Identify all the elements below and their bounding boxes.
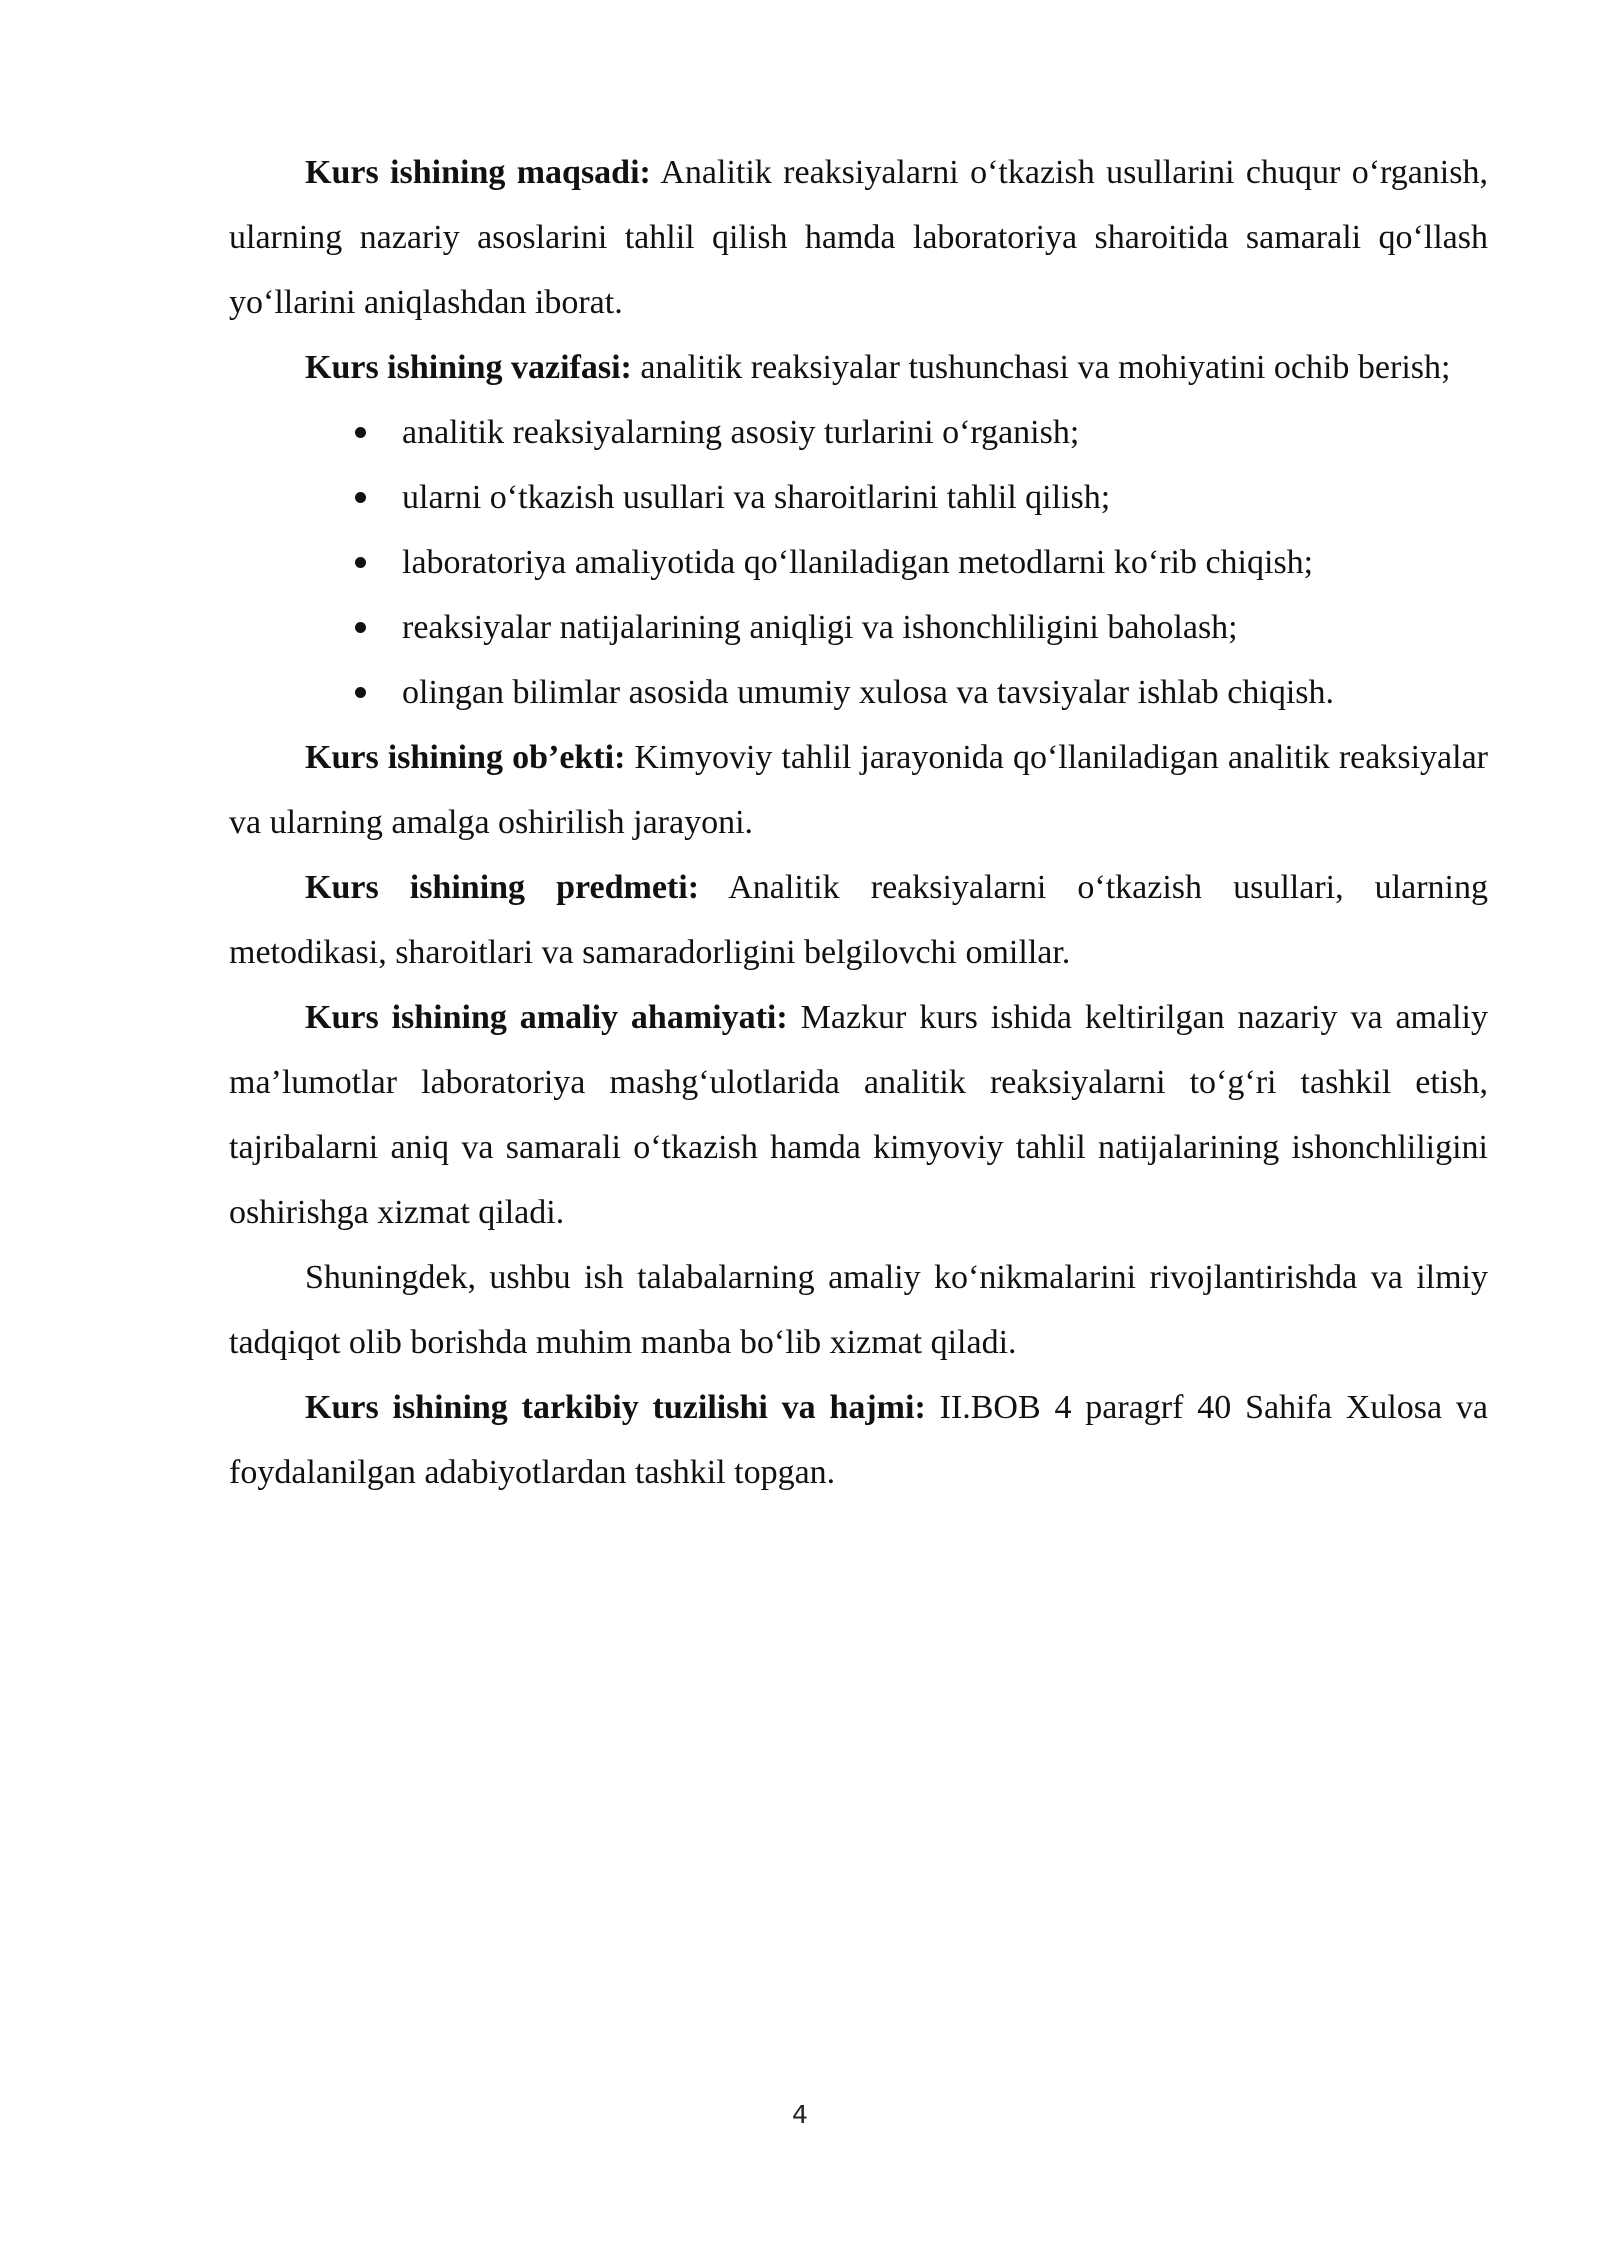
list-item-text: reaksiyalar natijalarining aniqligi va ishonchliligini baholash; xyxy=(402,609,1238,646)
bullet-icon xyxy=(355,687,366,698)
paragraph-obekti xyxy=(229,725,1488,855)
list-item-text: laboratoriya amaliyotida qoʻllaniladigan metodlarni koʻrib chiqish; xyxy=(402,544,1314,581)
list-item xyxy=(229,400,1488,465)
text-vazifasi: analitik reaksiyalar tushunchasi va mohiyatini ochib berish; xyxy=(631,349,1451,386)
label-amaliy-ahamiyati: Kurs ishining amaliy ahamiyati: xyxy=(305,999,788,1036)
page-content xyxy=(229,140,1488,1505)
bullet-icon xyxy=(355,492,366,503)
bullet-icon xyxy=(355,622,366,633)
text-predmeti: Analitik reaksiyalarni oʻtkazish usullari, ularning metodikasi, sharoitlari va samaradorligini belgilovchi omillar. xyxy=(229,869,1488,971)
list-item xyxy=(229,530,1488,595)
text-obekti: Kimyoviy tahlil jarayonida qoʻllaniladigan analitik reaksiyalar va ularning amalga oshirilish jarayoni. xyxy=(229,739,1488,841)
label-tarkibiy-tuzilishi: Kurs ishining tarkibiy tuzilishi va hajmi: xyxy=(305,1389,926,1426)
list-item-text: olingan bilimlar asosida umumiy xulosa va tavsiyalar ishlab chiqish. xyxy=(402,674,1335,711)
label-predmeti: Kurs ishining predmeti: xyxy=(305,869,700,906)
label-maqsadi: Kurs ishining maqsadi: xyxy=(305,154,651,191)
text-amaliy-ahamiyati: Mazkur kurs ishida keltirilgan nazariy va amaliy ma’lumotlar laboratoriya mashgʻulotlarida analitik reaksiyalarni toʻgʻri tashkil etish, tajribalarni aniq va samarali oʻtkazish hamda kimyoviy tahlil natijalarining ishonchliligini oshirishga xizmat qiladi. xyxy=(229,999,1488,1231)
list-item xyxy=(229,660,1488,725)
paragraph-amaliy-ahamiyati xyxy=(229,985,1488,1245)
vazifa-list xyxy=(229,400,1488,725)
page-number: 4 xyxy=(792,2100,808,2129)
paragraph-maqsadi xyxy=(229,140,1488,335)
paragraph-vazifasi xyxy=(229,335,1488,400)
list-item-text: analitik reaksiyalarning asosiy turlarini oʻrganish; xyxy=(402,414,1080,451)
label-obekti: Kurs ishining ob’ekti: xyxy=(305,739,626,776)
text-maqsadi: Analitik reaksiyalarni oʻtkazish usullarini chuqur oʻrganish, ularning nazariy asoslarini tahlil qilish hamda laboratoriya sharoitida samarali qoʻllash yoʻllarini aniqlashdan iborat. xyxy=(229,154,1488,321)
paragraph-shuningdek xyxy=(229,1245,1488,1375)
text-shuningdek: Shuningdek, ushbu ish talabalarning amaliy koʻnikmalarini rivojlantirishda va ilmiy tadqiqot olib borishda muhim manba boʻlib xizmat qiladi. xyxy=(229,1259,1488,1361)
text-tarkibiy-tuzilishi: II.BOB 4 paragrf 40 Sahifa Xulosa va foydalanilgan adabiyotlardan tashkil topgan. xyxy=(229,1389,1488,1491)
paragraph-tarkibiy-tuzilishi xyxy=(229,1375,1488,1505)
bullet-icon xyxy=(355,427,366,438)
list-item xyxy=(229,465,1488,530)
paragraph-predmeti xyxy=(229,855,1488,985)
list-item xyxy=(229,595,1488,660)
bullet-icon xyxy=(355,557,366,568)
list-item-text: ularni oʻtkazish usullari va sharoitlarini tahlil qilish; xyxy=(402,479,1111,516)
label-vazifasi: Kurs ishining vazifasi: xyxy=(305,349,632,386)
